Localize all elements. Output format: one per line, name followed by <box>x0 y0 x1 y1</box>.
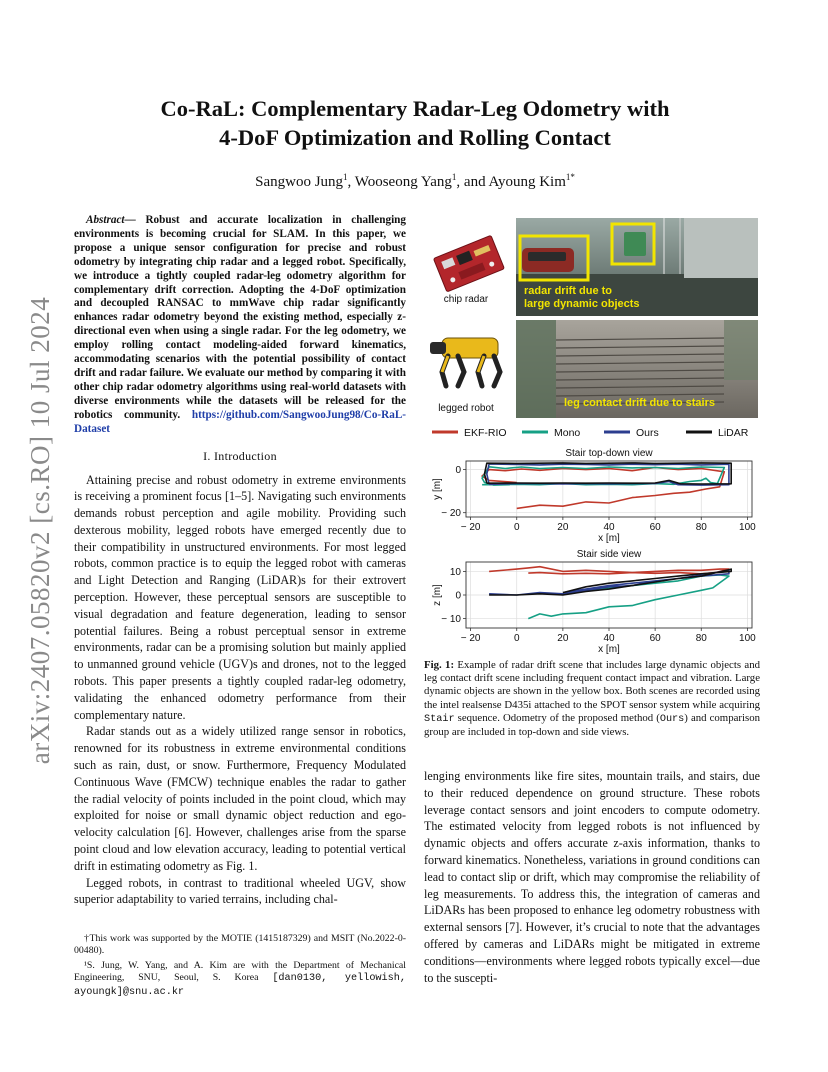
footnotes <box>74 933 406 1001</box>
intro-paragraph: Attaining precise and robust odometry in extreme environments is receiving a prominent focus [1–5]. Navigating such environments demands robust perception and agile mobility. Providing such dexterous mobility, legged robots have emerged recently due to their compatibility in unstructured environments. For most legged robots, common practice is to equip the legged robot with cameras and Light Detection and Ranging (LiDAR)s for their extrovert perception. However, these perceptual sensors are susceptible to visual degradation and feature degeneration, leading to sensor potential failures. Being a robust perceptual sensor in extreme environments, radar can be a promising solution but mainly applied to unmanned ground vehicle (UGV)s and drones, not to the legged robots. This paper presents a tightly coupled radar-leg odometry, validating the enhanced odometry performance from their complementary nature. <box>74 472 406 722</box>
caption-method-name: Ours <box>659 713 685 725</box>
caption-text-3: ) and comparison group are included in top-down and side views. <box>424 711 760 739</box>
figure-1-caption <box>424 659 760 739</box>
x-axis-label: x [m] <box>598 644 620 654</box>
footnote-affiliation <box>74 960 406 999</box>
author-affiliation-mark: 1 <box>343 172 348 182</box>
dataset-repo-link[interactable]: https://github.com/SangwooJung98/Co-RaL-Dataset <box>74 408 407 435</box>
legend-entry: EKF-RIO <box>464 427 507 439</box>
author-name: Sangwoo Jung <box>255 174 344 190</box>
intro-paragraph-continued: lenging environments like fire sites, mountain trails, and stairs, due to their reduced dependence on ground structure. These robots leverage contact sensors and joint encoders to compute odometry. The estimated velocity from legged robots is not influenced by dynamic objects and offers accurate z-axis information, thanks to forward kinematics. Nonetheless, variations in ground conditions can lead to contact slip or drift, which may compromise the reliability of leg measurements. To address this, the integration of cameras and LiDARs has been proposed to enhance leg odometry robustness with external sensors [7]. However, it’s crucial to note that the advantages offered by cameras and LiDARs might be mitigated in extreme conditions—environments where legged robots typically excel—due to the suscepti- <box>424 769 760 985</box>
legged-robot-label: legged robot <box>438 403 494 414</box>
author-separator: , <box>347 174 355 190</box>
y-tick-label: − 10 <box>441 614 461 626</box>
chart-title: Stair side view <box>576 549 642 560</box>
intro-paragraph: Legged robots, in contrast to traditional wheeled UGV, show superior adaptability to varied terrains, including chal- <box>74 875 406 907</box>
x-tick-label: 40 <box>603 633 615 644</box>
abstract-text: — Robust and accurate localization in challenging environments is becoming crucial for SLAM. In this paper, we propose a unique sensor configuration for precise and robust odometry by integrating chip radar and a legged robot. Specifically, we introduce a tightly coupled radar-leg odometry algorithm for complementary drift correction. Adopting the 4-DoF optimization and decoupled RANSAC to mmWave chip radar significantly enhances radar odometry beyond the existing method, especially z-directional even when using a single radar. For the leg odometry, we employ rolling contact modeling-aided forward kinematics, accommodating scenarios with the potential possibility of contact drift and radar failure. We evaluate our method by comparing it with other chip radar odometry algorithms using real-world datasets with diverse environments while the datasets will be released for the robotics community. <box>74 214 406 421</box>
legend-entry: Mono <box>554 427 581 439</box>
caption-text-2: sequence. Odometry of the proposed method ( <box>454 711 660 724</box>
x-tick-label: 100 <box>739 522 756 533</box>
x-tick-label: 20 <box>557 522 569 533</box>
top-down-view-plot <box>432 448 756 544</box>
x-tick-label: 100 <box>739 633 756 644</box>
section-heading-introduction: I. Introduction <box>203 448 277 463</box>
radar-drift-label-line-1: radar drift due to <box>524 285 613 297</box>
figure-1 <box>424 214 760 654</box>
arxiv-identifier-stamp <box>18 290 64 770</box>
chart-legend <box>432 427 749 439</box>
caption-sequence-name: Stair <box>424 713 455 725</box>
y-axis-label: y [m] <box>432 478 443 500</box>
series-line-ekf-rio <box>482 468 724 509</box>
x-tick-label: 80 <box>695 633 707 644</box>
side-view-plot <box>432 549 756 654</box>
x-axis-label: x [m] <box>598 533 620 544</box>
x-tick-label: 60 <box>649 633 661 644</box>
leg-drift-label: leg contact drift due to stairs <box>564 397 715 409</box>
abstract-label: Abstract <box>86 214 125 226</box>
x-tick-label: 40 <box>603 522 615 533</box>
author-name: Wooseong Yang <box>354 174 452 190</box>
y-tick-label: 10 <box>449 566 461 578</box>
caption-label: Fig. 1: <box>424 659 455 671</box>
author-separator: , and <box>456 174 489 190</box>
x-tick-label: 0 <box>513 633 520 644</box>
y-tick-label: 0 <box>455 590 461 602</box>
x-tick-label: 80 <box>695 522 707 533</box>
footnote-affiliation-text: ¹S. Jung, W. Yang, and A. Kim are with the Department of Mechanical Engineering, SNU, Seoul, S. Korea <box>74 959 406 984</box>
chip-radar-label: chip radar <box>443 294 489 305</box>
legend-entry: LiDAR <box>718 427 749 439</box>
chart-title: Stair top-down view <box>565 448 653 459</box>
author-affiliation-mark: 1* <box>565 172 575 182</box>
figure-1-canvas <box>424 214 760 654</box>
intro-paragraph: Radar stands out as a widely utilized range sensor in robotics, renowned for its robustness in extreme environmental conditions such as rain, dust, or snow. Furthermore, Frequency Modulated Continuous Wave (FMCW) technique enables the radar to gather the radial velocity of points included in the point cloud, which may exploited for noise or small dynamic object reduction and ego-velocity calculation [6]. However, challenges arise from the sparse point cloud and low elevation accuracy, leading to potential vertical drift in estimating odometry as Fig. 1. <box>74 724 406 873</box>
y-axis-label: z [m] <box>432 584 443 606</box>
x-tick-label: 60 <box>649 522 661 533</box>
title-line-1: Co-RaL: Complementary Radar-Leg Odometry with <box>160 96 670 121</box>
title-line-2: 4-DoF Optimization and Rolling Contact <box>219 125 611 150</box>
caption-text-1: Example of radar drift scene that includes large dynamic objects and leg contact drift scene including frequent contact impact and vibration. Large dynamic objects are shown in the yellow box. Both scenes are recorded using the intel realsense D435i attached to the SPOT sensor system while acquiring <box>424 659 760 711</box>
y-tick-label: − 20 <box>441 508 461 520</box>
x-tick-label: − 20 <box>460 522 481 533</box>
author-affiliation-mark: 1 <box>451 172 457 182</box>
right-column <box>424 768 760 986</box>
radar-drift-label-line-2: large dynamic objects <box>524 298 640 310</box>
paper-title <box>100 94 730 152</box>
legged-robot-photo <box>430 338 500 386</box>
left-column <box>74 214 406 908</box>
x-tick-label: − 20 <box>460 633 481 644</box>
x-tick-label: 0 <box>513 522 520 533</box>
arxiv-id-text: arXiv:2407.05820v2 [cs.RO] 10 Jul 2024 <box>25 296 56 764</box>
footnote-funding: †This work was supported by the MOTIE (1415187329) and MSIT (No.2022-0-00480). <box>74 933 406 957</box>
abstract <box>74 214 406 437</box>
y-tick-label: 0 <box>455 465 461 477</box>
author-list <box>100 172 730 191</box>
chip-radar-photo <box>433 235 504 292</box>
author-name: Ayoung Kim <box>488 174 566 190</box>
legend-entry: Ours <box>636 427 659 439</box>
footnote-emails: [dan0130, yellowish, ayoungk]@snu.ac.kr <box>74 973 406 998</box>
x-tick-label: 20 <box>557 633 569 644</box>
